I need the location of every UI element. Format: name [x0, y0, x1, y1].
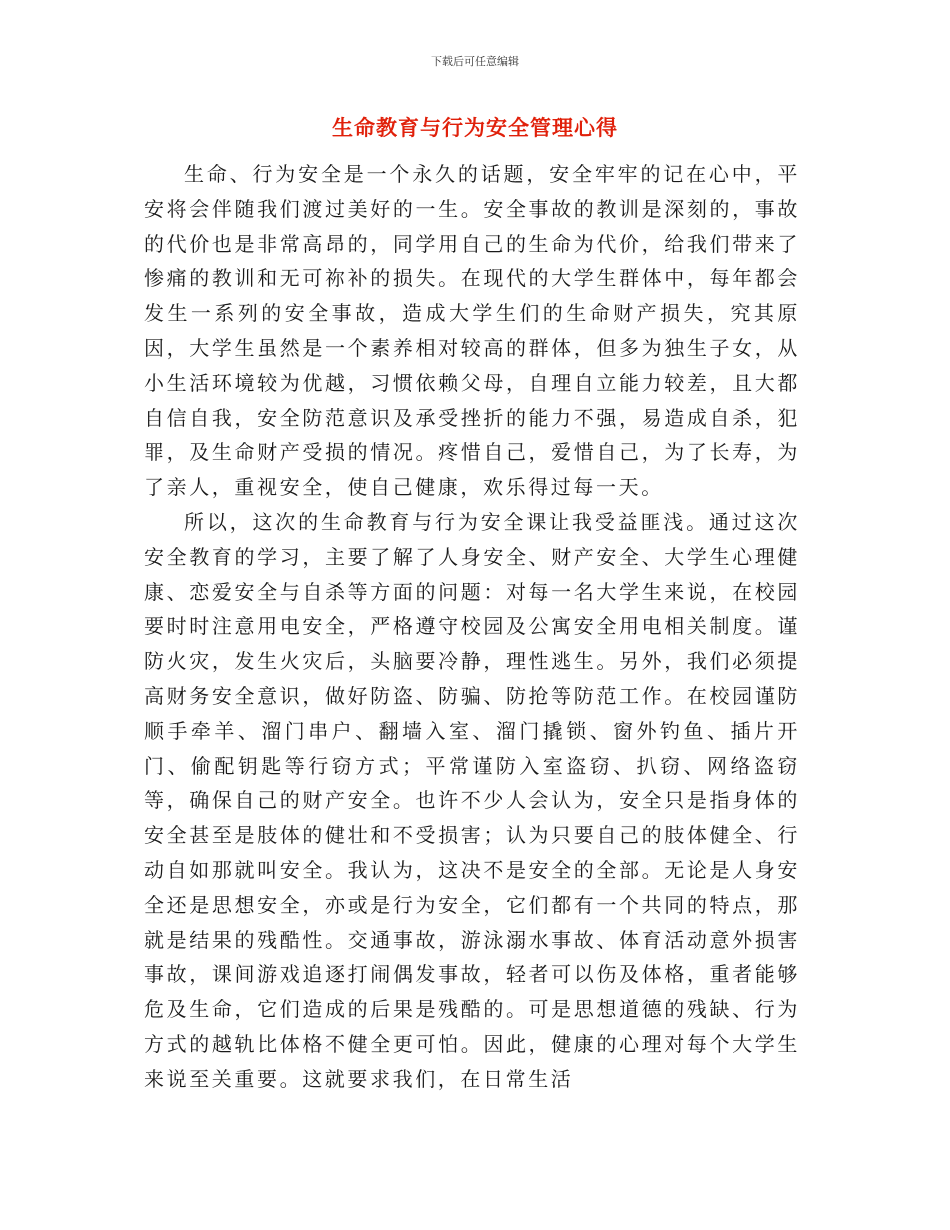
paragraph-2: 所以，这次的生命教育与行为安全课让我受益匪浅。通过这次安全教育的学习，主要了解了人身安全、财产安全、大学生心理健康、恋爱安全与自杀等方面的问题：对每一名大学生来说，在校园要时时注意用电安全，严格遵守校园及公寓安全用电相关制度。谨防火灾，发生火灾后，头脑要冷静，理性逃生。另外，我们必须提高财务安全意识，做好防盗、防骗、防抢等防范工作。在校园谨防顺手牵羊、溜门串户、翻墙入室、溜门撬锁、窗外钓鱼、插片开门、偷配钥匙等行窃方式；平常谨防入室盗窃、扒窃、网络盗窃等，确保自己的财产安全。也许不少人会认为，安全只是指身体的安全甚至是肢体的健壮和不受损害；认为只要自己的肢体健全、行动自如那就叫安全。我认为，这决不是安全的全部。无论是人身安全还是思想安全，亦或是行为安全，它们都有一个共同的特点，那就是结果的残酷性。交通事故，游泳溺水事故、体育活动意外损害事故，课间游戏追逐打闹偶发事故，轻者可以伤及体格，重者能够危及生命，它们造成的后果是残酷的。可是思想道德的残缺、行为方式的越轨比体格不健全更可怕。因此，健康的心理对每个大学生来说至关重要。这就要求我们，在日常生活 — [144, 509, 800, 1091]
paragraph-1: 生命、行为安全是一个永久的话题，安全牢牢的记在心中，平安将会伴随我们渡过美好的一生。安全事故的教训是深刻的，事故的代价也是非常高昂的，同学用自己的生命为代价，给我们带来了惨痛的教训和无可祢补的损失。在现代的大学生群体中，每年都会发生一系列的安全事故，造成大学生们的生命财产损失，究其原因，大学生虽然是一个素养相对较高的群体，但多为独生子女，从小生活环境较为优越，习惯依赖父母，自理自立能力较差，且大都自信自我，安全防范意识及承受挫折的能力不强，易造成自杀，犯罪，及生命财产受损的情况。疼惜自己，爱惜自己，为了长寿，为了亲人，重视安全，使自己健康，欢乐得过每一天。 — [144, 162, 800, 500]
document-body — [144, 157, 800, 1097]
document-title: 生命教育与行为安全管理心得 — [332, 116, 618, 140]
page-header-note: 下载后可任意编辑 — [431, 55, 519, 68]
